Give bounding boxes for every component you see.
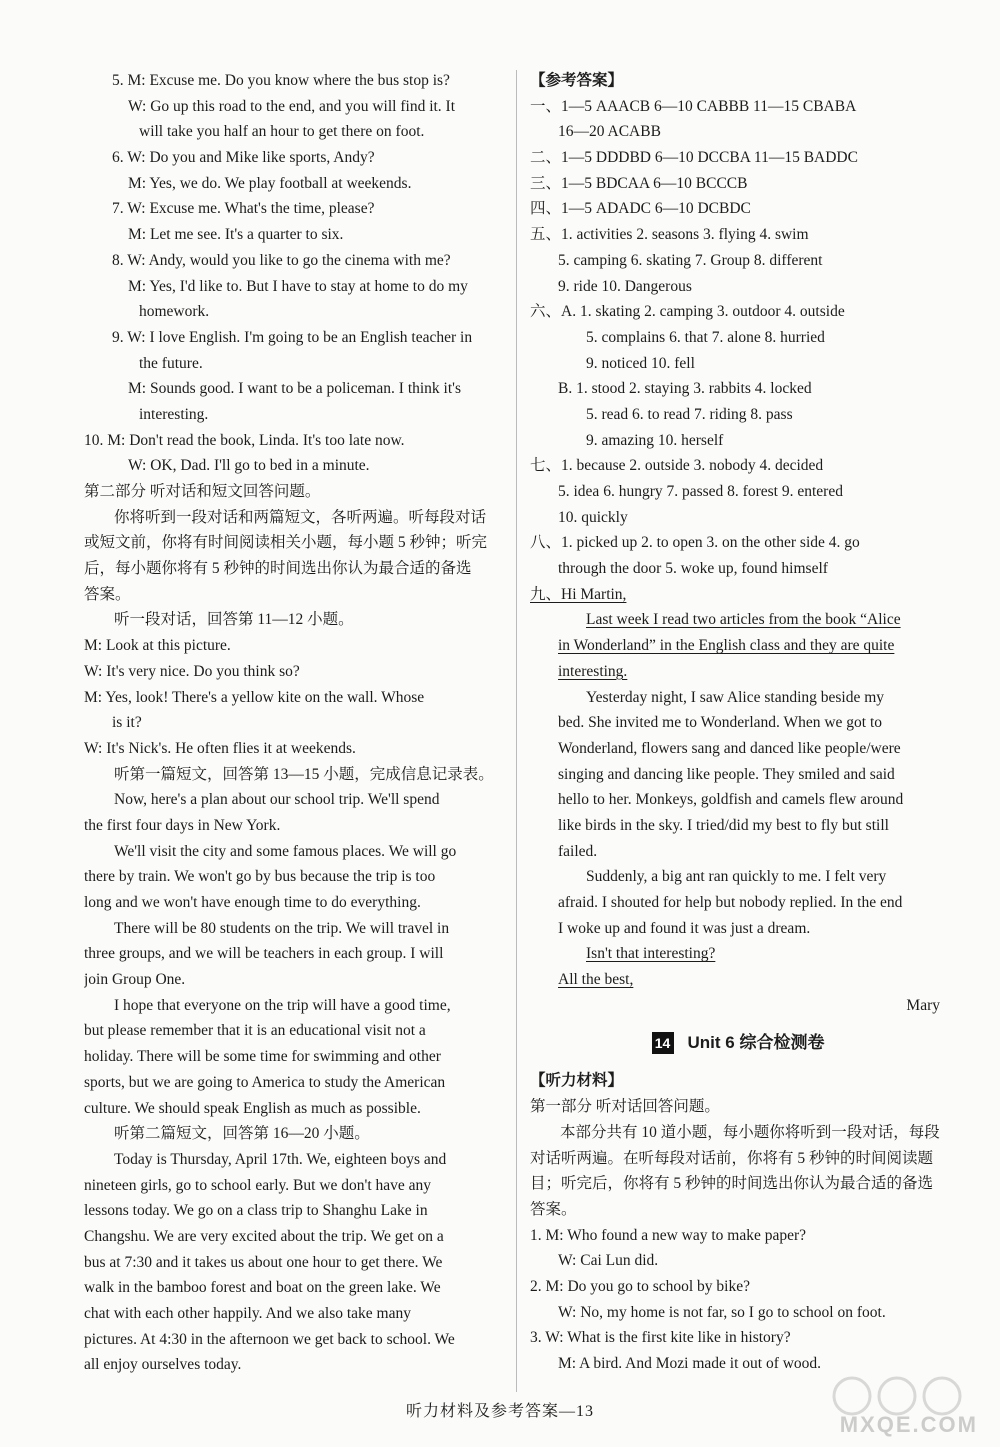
answer-line: bed. She invited me to Wonderland. When we got to <box>558 714 883 732</box>
listening-material-section <box>530 1068 946 1376</box>
left-line: W: It's Nick's. He often flies it at weekends. <box>84 739 356 757</box>
answer-line: 9. ride 10. Dangerous <box>558 277 692 295</box>
listening-line: 本部分共有 10 道小题，每小题你将听到一段对话，每段 <box>560 1123 940 1141</box>
left-column <box>84 68 502 1378</box>
left-line: M: Yes, look! There's a yellow kite on the wall. Whose <box>84 688 425 706</box>
answer-line: 八、1. picked up 2. to open 3. on the other side 4. go <box>530 534 860 552</box>
left-line: M: Sounds good. I want to be a policeman. I think it's <box>128 380 461 398</box>
left-line: 后，每小题你将有 5 秒钟的时间选出你认为最合适的备选 <box>84 560 472 578</box>
answer-line: 二、1—5 DDDBD 6—10 DCCBA 11—15 BADDC <box>530 149 858 167</box>
left-line: three groups, and we will be teachers in each group. I will <box>84 945 444 963</box>
left-line: W: It's very nice. Do you think so? <box>84 662 300 680</box>
answer-line: Suddenly, a big ant ran quickly to me. I felt very <box>586 868 887 886</box>
left-line: 听第二篇短文，回答第 16—20 小题。 <box>114 1125 370 1143</box>
left-line: sports, but we are going to America to study the American <box>84 1073 446 1091</box>
answer-line: hello to her. Monkeys, goldfish and camels flew around <box>558 791 904 809</box>
answer-line: through the door 5. woke up, found himself <box>558 560 828 578</box>
answer-line: All the best, <box>558 971 634 989</box>
listening-line: 答案。 <box>530 1200 577 1218</box>
left-line: lessons today. We go on a class trip to Shanghu Lake in <box>84 1202 428 1220</box>
right-column <box>530 68 946 1377</box>
answer-key-section <box>530 68 946 1018</box>
listening-line: 1. M: Who found a new way to make paper? <box>530 1226 807 1244</box>
left-line: M: Look at this picture. <box>84 637 231 655</box>
listening-line: W: No, my home is not far, so I go to school on foot. <box>558 1303 886 1321</box>
listening-line: 目；听完后，你将有 5 秒钟的时间选出你认为最合适的备选 <box>530 1175 934 1193</box>
answer-line: singing and dancing like people. They smiled and said <box>558 765 895 783</box>
unit-number-badge: 14 <box>652 1032 674 1054</box>
answer-line: in Wonderland” in the English class and they are quite <box>558 637 895 655</box>
left-line: M: Let me see. It's a quarter to six. <box>128 226 344 244</box>
listening-line: 对话听两遍。在听每段对话前，你将有 5 秒钟的时间阅读题 <box>530 1149 934 1167</box>
answer-line: Wonderland, flowers sang and danced like people/were <box>558 739 901 757</box>
answer-line: interesting. <box>558 662 628 680</box>
left-line: 6. W: Do you and Mike like sports, Andy? <box>112 149 375 167</box>
left-line: holiday. There will be some time for swimming and other <box>84 1048 441 1066</box>
answer-line: failed. <box>558 842 598 860</box>
answer-line: 七、1. because 2. outside 3. nobody 4. decided <box>530 457 824 475</box>
left-line: 8. W: Andy, would you like to go the cinema with me? <box>112 251 451 269</box>
left-line: nineteen girls, go to school early. But we don't have any <box>84 1176 432 1194</box>
left-line: Today is Thursday, April 17th. We, eighteen boys and <box>114 1150 447 1168</box>
left-line: M: Yes, we do. We play football at weekends. <box>128 174 412 192</box>
answer-line: 一、1—5 AAACB 6—10 CABBB 11—15 CBABA <box>530 97 857 115</box>
answer-line: Isn't that interesting? <box>586 945 716 963</box>
left-line: walk in the bamboo forest and boat on the green lake. We <box>84 1279 441 1297</box>
unit-title: Unit 6 综合检测卷 <box>687 1033 825 1053</box>
listening-line: W: Cai Lun did. <box>558 1252 659 1270</box>
left-line: will take you half an hour to get there on foot. <box>139 123 425 141</box>
listening-line: 【听力材料】 <box>530 1072 624 1090</box>
left-line: W: Go up this road to the end, and you will find it. It <box>128 97 456 115</box>
left-line: I hope that everyone on the trip will have a good time, <box>114 996 451 1014</box>
answer-line: 10. quickly <box>558 508 628 526</box>
left-line: the future. <box>139 354 203 372</box>
answer-line: 5. complains 6. that 7. alone 8. hurried <box>586 328 825 346</box>
page-footer: 听力材料及参考答案—13 <box>405 1403 594 1420</box>
left-line: there by train. We won't go by bus because the trip is too <box>84 868 436 886</box>
listening-line: 第一部分 听对话回答问题。 <box>530 1098 720 1116</box>
left-line: pictures. At 4:30 in the afternoon we get back to school. We <box>84 1330 455 1348</box>
left-line: homework. <box>139 303 210 321</box>
left-line: culture. We should speak English as much as possible. <box>84 1099 421 1117</box>
left-line: 你将听到一段对话和两篇短文，各听两遍。听每段对话 <box>114 508 487 526</box>
listening-line: 2. M: Do you go to school by bike? <box>530 1277 750 1295</box>
left-line: Now, here's a plan about our school trip. We'll spend <box>114 791 440 809</box>
left-line: 听一段对话，回答第 11—12 小题。 <box>114 611 354 629</box>
watermark-logo: MXQE.COM <box>812 1372 982 1442</box>
left-line: all enjoy ourselves today. <box>84 1356 242 1374</box>
column-divider <box>516 70 517 1392</box>
answer-line: B. 1. stood 2. staying 3. rabbits 4. locked <box>558 380 812 398</box>
left-line: 听第一篇短文，回答第 13—15 小题，完成信息记录表。 <box>114 765 494 783</box>
left-line: 7. W: Excuse me. What's the time, please? <box>112 200 375 218</box>
left-line: join Group One. <box>84 971 186 989</box>
left-line: 或短文前，你将有时间阅读相关小题，每小题 5 秒钟；听完 <box>84 534 488 552</box>
answer-line: 四、1—5 ADADC 6—10 DCBDC <box>530 200 751 218</box>
answer-line: 9. noticed 10. fell <box>586 354 695 372</box>
answer-line: 5. camping 6. skating 7. Group 8. different <box>558 251 823 269</box>
answer-line: 三、1—5 BDCAA 6—10 BCCCB <box>530 174 748 192</box>
answer-line: 五、1. activities 2. seasons 3. flying 4. swim <box>530 226 809 244</box>
listening-line: M: A bird. And Mozi made it out of wood. <box>558 1355 822 1372</box>
answer-line: like birds in the sky. I tried/did my best to fly but still <box>558 816 889 834</box>
left-line: 5. M: Excuse me. Do you know where the bus stop is? <box>112 72 450 89</box>
answer-line: 5. read 6. to read 7. riding 8. pass <box>586 405 793 423</box>
answer-line: afraid. I shouted for help but nobody replied. In the end <box>558 894 903 911</box>
listening-line: 3. W: What is the first kite like in history? <box>530 1329 791 1347</box>
left-line: M: Yes, I'd like to. But I have to stay at home to do my <box>128 277 468 295</box>
left-line: We'll visit the city and some famous places. We will go <box>114 842 457 860</box>
answer-line: 【参考答案】 <box>530 72 624 89</box>
answer-line: Yesterday night, I saw Alice standing beside my <box>586 688 885 706</box>
left-line: the first four days in New York. <box>84 816 281 834</box>
answer-line: Last week I read two articles from the book “Alice <box>586 611 901 629</box>
left-line: interesting. <box>139 405 209 423</box>
left-line: but please remember that it is an educational visit not a <box>84 1022 426 1040</box>
answer-line: 九、Hi Martin, <box>530 585 627 603</box>
answer-line: 六、A. 1. skating 2. camping 3. outdoor 4. outside <box>530 303 845 321</box>
left-line: 9. W: I love English. I'm going to be an English teacher in <box>112 328 473 346</box>
left-line: Changshu. We are very excited about the trip. We get on a <box>84 1227 444 1245</box>
left-line: bus at 7:30 and it takes us about one hour to get there. We <box>84 1253 443 1271</box>
left-line: 第二部分 听对话和短文回答问题。 <box>84 483 321 500</box>
left-line: long and we won't have enough time to do everything. <box>84 894 421 911</box>
left-line: There will be 80 students on the trip. We will travel in <box>114 919 450 937</box>
answer-line: I woke up and found it was just a dream. <box>558 919 811 937</box>
answer-line: 5. idea 6. hungry 7. passed 8. forest 9. entered <box>558 483 843 500</box>
answer-line: 9. amazing 10. herself <box>586 431 724 449</box>
left-line: chat with each other happily. And we also take many <box>84 1305 411 1322</box>
answer-line: 16—20 ACABB <box>558 123 661 141</box>
answer-line: Mary <box>906 996 940 1014</box>
unit-heading <box>530 1018 946 1068</box>
left-line: 10. M: Don't read the book, Linda. It's too late now. <box>84 431 405 449</box>
left-line: 答案。 <box>84 585 131 603</box>
left-line: W: OK, Dad. I'll go to bed in a minute. <box>128 457 370 475</box>
left-line: is it? <box>112 714 142 732</box>
